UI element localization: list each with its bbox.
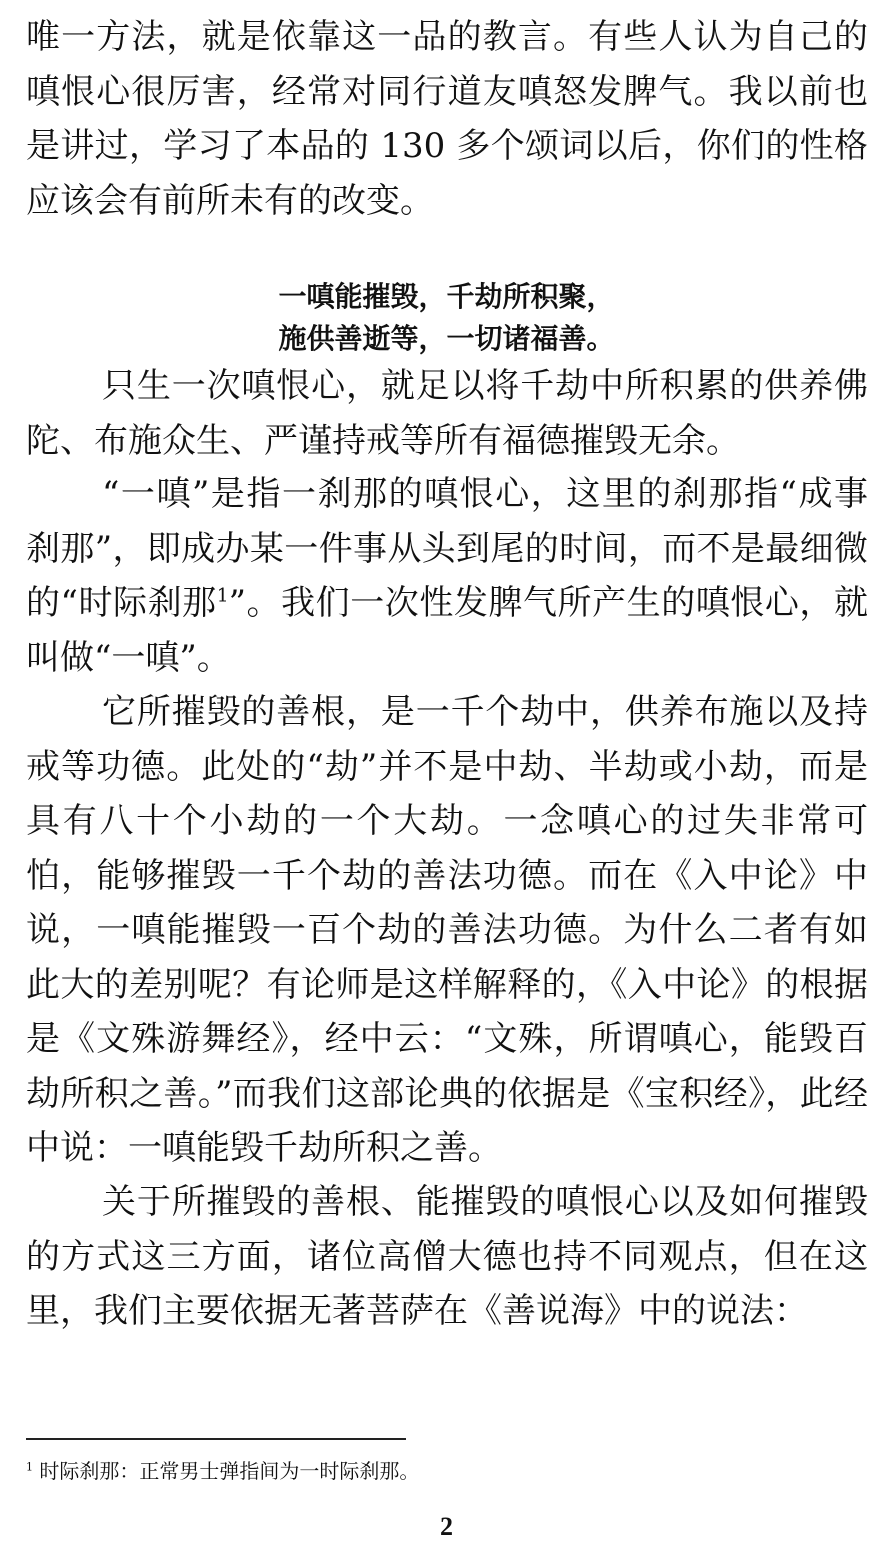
verse-line-1: 一嗔能摧毁，千劫所积聚，: [278, 280, 615, 313]
footnote-marker: 1: [26, 1460, 33, 1474]
paragraph-one-anger: [26, 467, 868, 685]
footnote-text: 时际刹那：正常男士弹指间为一时际刹那。: [39, 1459, 420, 1483]
footnote: [26, 1456, 868, 1486]
paragraph-one-anger-part-2: ”。我们一次性发脾气所产生的嗔恨心，就叫做“一嗔”。: [26, 583, 868, 678]
paragraph-intro: 唯一方法，就是依靠这一品的教言。有些人认为自己的嗔恨心很厉害，经常对同行道友嗔怒发脾气。我以前也是讲过，学习了本品的 130 多个颂词以后，你们的性格应该会有前所未有的改变。: [26, 17, 868, 221]
paragraph-three-aspects: 关于所摧毁的善根、能摧毁的嗔恨心以及如何摧毁的方式这三方面，诸位高僧大德也持不同观点，但在这里，我们主要依据无著菩萨在《善说海》中的说法：: [26, 1182, 868, 1331]
paragraph-explanation: 只生一次嗔恨心，就足以将千劫中所积累的供养佛陀、布施众生、严谨持戒等所有福德摧毁无余。: [26, 366, 868, 461]
footnote-divider: [26, 1438, 406, 1440]
paragraph-one-anger-part-1: “一嗔”是指一刹那的嗔恨心，这里的刹那指“成事刹那”，即成办某一件事从头到尾的时间，而不是最细微的“时际刹那: [26, 474, 868, 623]
footnote-reference: 1: [216, 585, 229, 607]
paragraph-destroyed-merit: 它所摧毁的善根，是一千个劫中，供养布施以及持戒等功德。此处的“劫”并不是中劫、半劫或小劫，而是具有八十个小劫的一个大劫。一念嗔心的过失非常可怕，能够摧毁一千个劫的善法功德。而在《入中论》中说，一嗔能摧毁一百个劫的善法功德。为什么二者有如此大的差别呢？有论师是这样解释的，《入中论》的根据是《文殊游舞经》，经中云：“文殊，所谓嗔心，能毁百劫所积之善。”而我们这部论典的依据是《宝积经》，此经中说：一嗔能毁千劫所积之善。: [26, 692, 868, 1168]
page-number: 2: [440, 1512, 453, 1541]
verse-line-2: 施供善逝等，一切诸福善。: [278, 322, 615, 355]
